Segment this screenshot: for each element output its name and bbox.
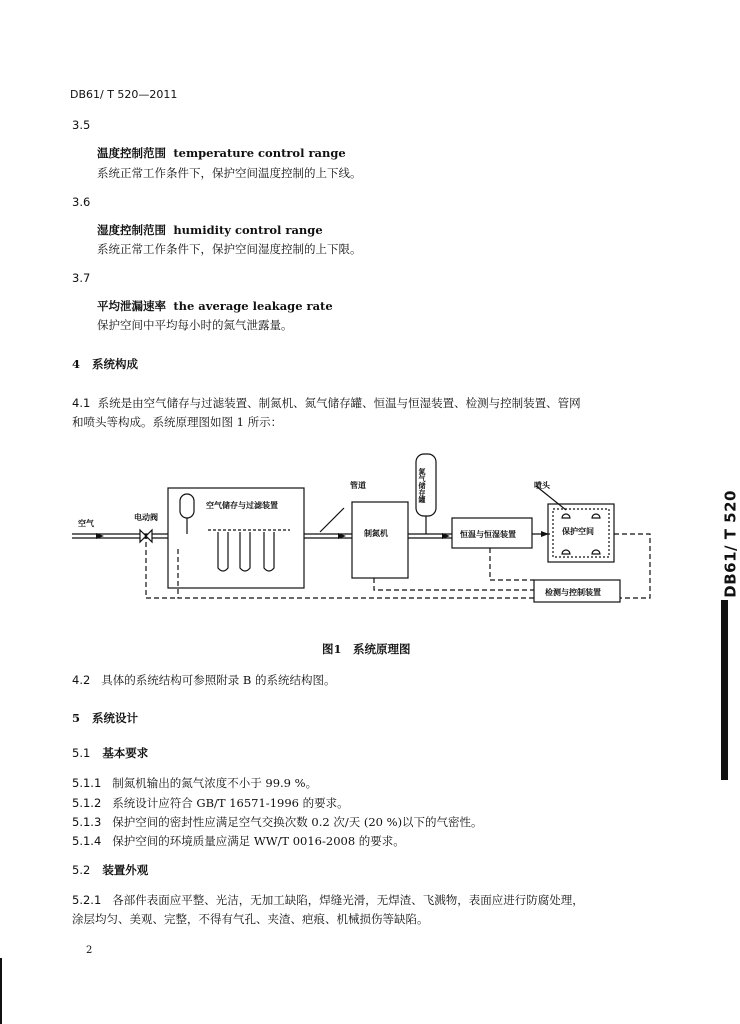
figure-caption: 图1 系统原理图 (322, 642, 411, 656)
scan-edge-bar (721, 600, 728, 780)
valve-icon (140, 530, 152, 542)
label-thermo: 恒温与恒湿装置 (460, 530, 516, 539)
pipe-label-leader (320, 508, 344, 532)
clause-5-1-2-text: 系统设计应符合 GB/T 16571-1996 的要求。 (112, 796, 349, 810)
air-storage-vessel (180, 494, 194, 518)
clause-number-5-1-1: 5.1.1 (72, 776, 102, 790)
clause-number-3-6: 3.6 (72, 195, 91, 209)
section-heading-5-2 (72, 863, 148, 877)
control-line-left (178, 546, 534, 598)
clause-number-5-1-3: 5.1.3 (72, 815, 102, 829)
system-principle-diagram (0, 450, 728, 660)
term-3-7 (97, 299, 333, 313)
section-5-2-number: 5.2 (72, 863, 91, 877)
label-control: 检测与控制装置 (545, 588, 601, 597)
term-3-5-en: temperature control range (173, 146, 346, 160)
definition-3-6: 系统正常工作条件下，保护空间湿度控制的上下限。 (97, 242, 362, 256)
label-nitrogen-machine: 制氮机 (364, 529, 388, 538)
clause-5-2-1-line2: 涂层均匀、美观、完整，不得有气孔、夹渣、疤痕、机械损伤等缺陷。 (72, 912, 429, 926)
page-number: 2 (86, 945, 93, 956)
clause-number-4-2: 4.2 (72, 673, 91, 687)
term-3-5-zh: 温度控制范围 (97, 146, 166, 160)
nozzle-bottom-left (562, 550, 570, 554)
clause-5-2-1-line1 (72, 893, 584, 907)
term-3-6-zh: 湿度控制范围 (97, 223, 166, 237)
clause-number-5-2-1: 5.2.1 (72, 893, 102, 907)
term-3-5 (97, 146, 346, 160)
clause-5-2-1-text1: 各部件表面应平整、光洁，无加工缺陷，焊缝光滑，无焊渣、飞溅物，表面应进行防腐处理， (112, 893, 584, 907)
label-nozzle: 喷头 (534, 481, 550, 490)
section-5-1-title: 基本要求 (102, 746, 149, 760)
document-code-header: DB61/ T 520—2011 (70, 88, 178, 101)
nozzle-top-right (592, 514, 600, 518)
section-heading-4 (72, 357, 138, 371)
label-valve: 电动阀 (134, 513, 158, 522)
clause-5-1-1 (72, 776, 317, 790)
paragraph-4-1-line2: 和喷头等构成。系统原理图如图 1 所示： (72, 415, 283, 429)
filter-3 (264, 532, 274, 571)
clause-5-1-2 (72, 796, 349, 810)
term-3-7-zh: 平均泄漏速率 (97, 299, 166, 313)
label-protect: 保护空间 (562, 527, 594, 536)
label-storage: 空气储存与过滤装置 (206, 501, 278, 510)
scan-left-edge (0, 958, 2, 1024)
clause-number-3-7: 3.7 (72, 271, 91, 285)
term-3-6 (97, 223, 323, 237)
section-4-number: 4 (72, 357, 81, 371)
clause-5-1-4-text: 保护空间的环境质量应满足 WW/T 0016-2008 的要求。 (112, 834, 405, 848)
definition-3-7: 保护空间中平均每小时的氮气泄露量。 (97, 318, 293, 332)
filter-2 (240, 532, 250, 571)
paragraph-4-1-line1 (72, 396, 581, 410)
clause-5-1-4 (72, 834, 405, 848)
nozzle-bottom-right (592, 550, 600, 554)
paragraph-4-2-text: 具体的系统结构可参照附录 B 的系统结构图。 (101, 673, 336, 687)
nitrogen-machine-box (352, 502, 408, 578)
definition-3-5: 系统正常工作条件下，保护空间温度控制的上下线。 (97, 166, 362, 180)
clause-5-1-3 (72, 815, 483, 829)
clause-number-3-5: 3.5 (72, 118, 91, 132)
section-heading-5-1 (72, 746, 148, 760)
side-document-code: DB61/ T 520 (722, 490, 740, 598)
term-3-7-en: the average leakage rate (173, 299, 333, 313)
term-3-6-en: humidity control range (173, 223, 323, 237)
section-5-1-number: 5.1 (72, 746, 91, 760)
filter-1 (218, 532, 228, 571)
paragraph-4-1-text1: 系统是由空气储存与过滤装置、制氮机、氮气储存罐、恒温与恒湿装置、检测与控制装置、管网 (97, 396, 581, 410)
control-line-thermo (490, 548, 534, 580)
section-5-title: 系统设计 (92, 711, 139, 725)
label-air: 空气 (78, 519, 94, 528)
label-pipe: 管道 (350, 481, 366, 490)
nozzle-top-left (562, 514, 570, 518)
clause-5-1-1-text: 制氮机输出的氮气浓度不小于 99.9 %。 (112, 776, 318, 790)
section-5-number: 5 (72, 711, 81, 725)
clause-5-1-3-text: 保护空间的密封性应满足空气交换次数 0.2 次/天 (20 %)以下的气密性。 (112, 815, 483, 829)
section-4-title: 系统构成 (92, 357, 139, 371)
section-5-2-title: 装置外观 (102, 863, 149, 877)
clause-number-5-1-2: 5.1.2 (72, 796, 102, 810)
clause-number-4-1: 4.1 (72, 396, 91, 410)
clause-number-5-1-4: 5.1.4 (72, 834, 102, 848)
label-nitrogen-tank: 氮气储存罐 (418, 468, 426, 503)
section-heading-5 (72, 711, 138, 725)
paragraph-4-2 (72, 673, 336, 687)
